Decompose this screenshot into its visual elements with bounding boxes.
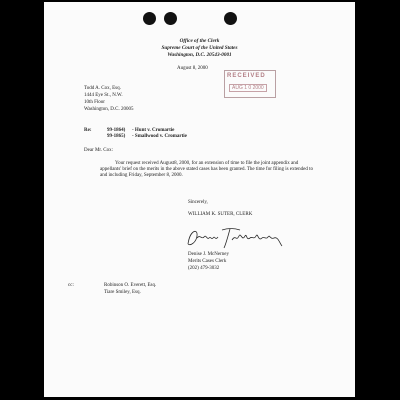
signer-title: Merits Cases Clerk [188, 259, 227, 264]
stamp-date: AUG 1 0 2000 [229, 84, 267, 92]
closing-clerk: WILLIAM K. SUTER, CLERK [188, 212, 253, 217]
recipient-street: 1444 Eye St., N.W. [84, 93, 123, 98]
stamp-received-text: RECEIVED [227, 73, 266, 79]
recipient-name: Todd A. Cox, Esq. [84, 86, 121, 91]
cc-recipient-1: Robinson O. Everett, Esq. [104, 283, 157, 288]
closing-sincerely: Sincerely, [188, 200, 208, 205]
case2-name: - Smallwood v. Cromartie [132, 134, 187, 139]
received-stamp [224, 70, 276, 98]
punch-hole-center [164, 12, 177, 25]
recipient-floor: 10th Floor [84, 100, 105, 105]
signer-phone: (202) 479-3032 [188, 266, 220, 271]
cc-label: cc: [68, 283, 74, 288]
letterhead-court: Supreme Court of the United States [161, 45, 238, 51]
punch-hole-right [224, 12, 237, 25]
case1-number: 99-1864) [107, 128, 126, 133]
letterhead-office: Office of the Clerk [179, 38, 220, 44]
salutation: Dear Mr. Cox: [84, 148, 114, 153]
letterhead-address: Washington, D.C. 20543-0001 [167, 52, 232, 58]
punch-hole-left [143, 12, 156, 25]
signer-name: Denise J. McNerney [188, 252, 229, 257]
case2-number: 99-1865) [107, 134, 126, 139]
letter-page [44, 2, 355, 397]
letter-body: Your request received August8, 2000, for an extension of time to file the joint appendix and appellants' brief on the merits in the above stated cases has been granted. The time for filing is extended to and including Friday, September 8, 2000. [100, 161, 313, 179]
case1-name: - Hunt v. Cromartie [132, 128, 175, 133]
letter-date: August 8, 2000 [177, 66, 208, 71]
cc-recipient-2: Tiare Smiley, Esq. [104, 290, 141, 295]
recipient-city: Washington, D.C. 20005 [84, 107, 134, 112]
re-label: Re: [84, 128, 92, 133]
handwritten-signature [184, 224, 294, 252]
